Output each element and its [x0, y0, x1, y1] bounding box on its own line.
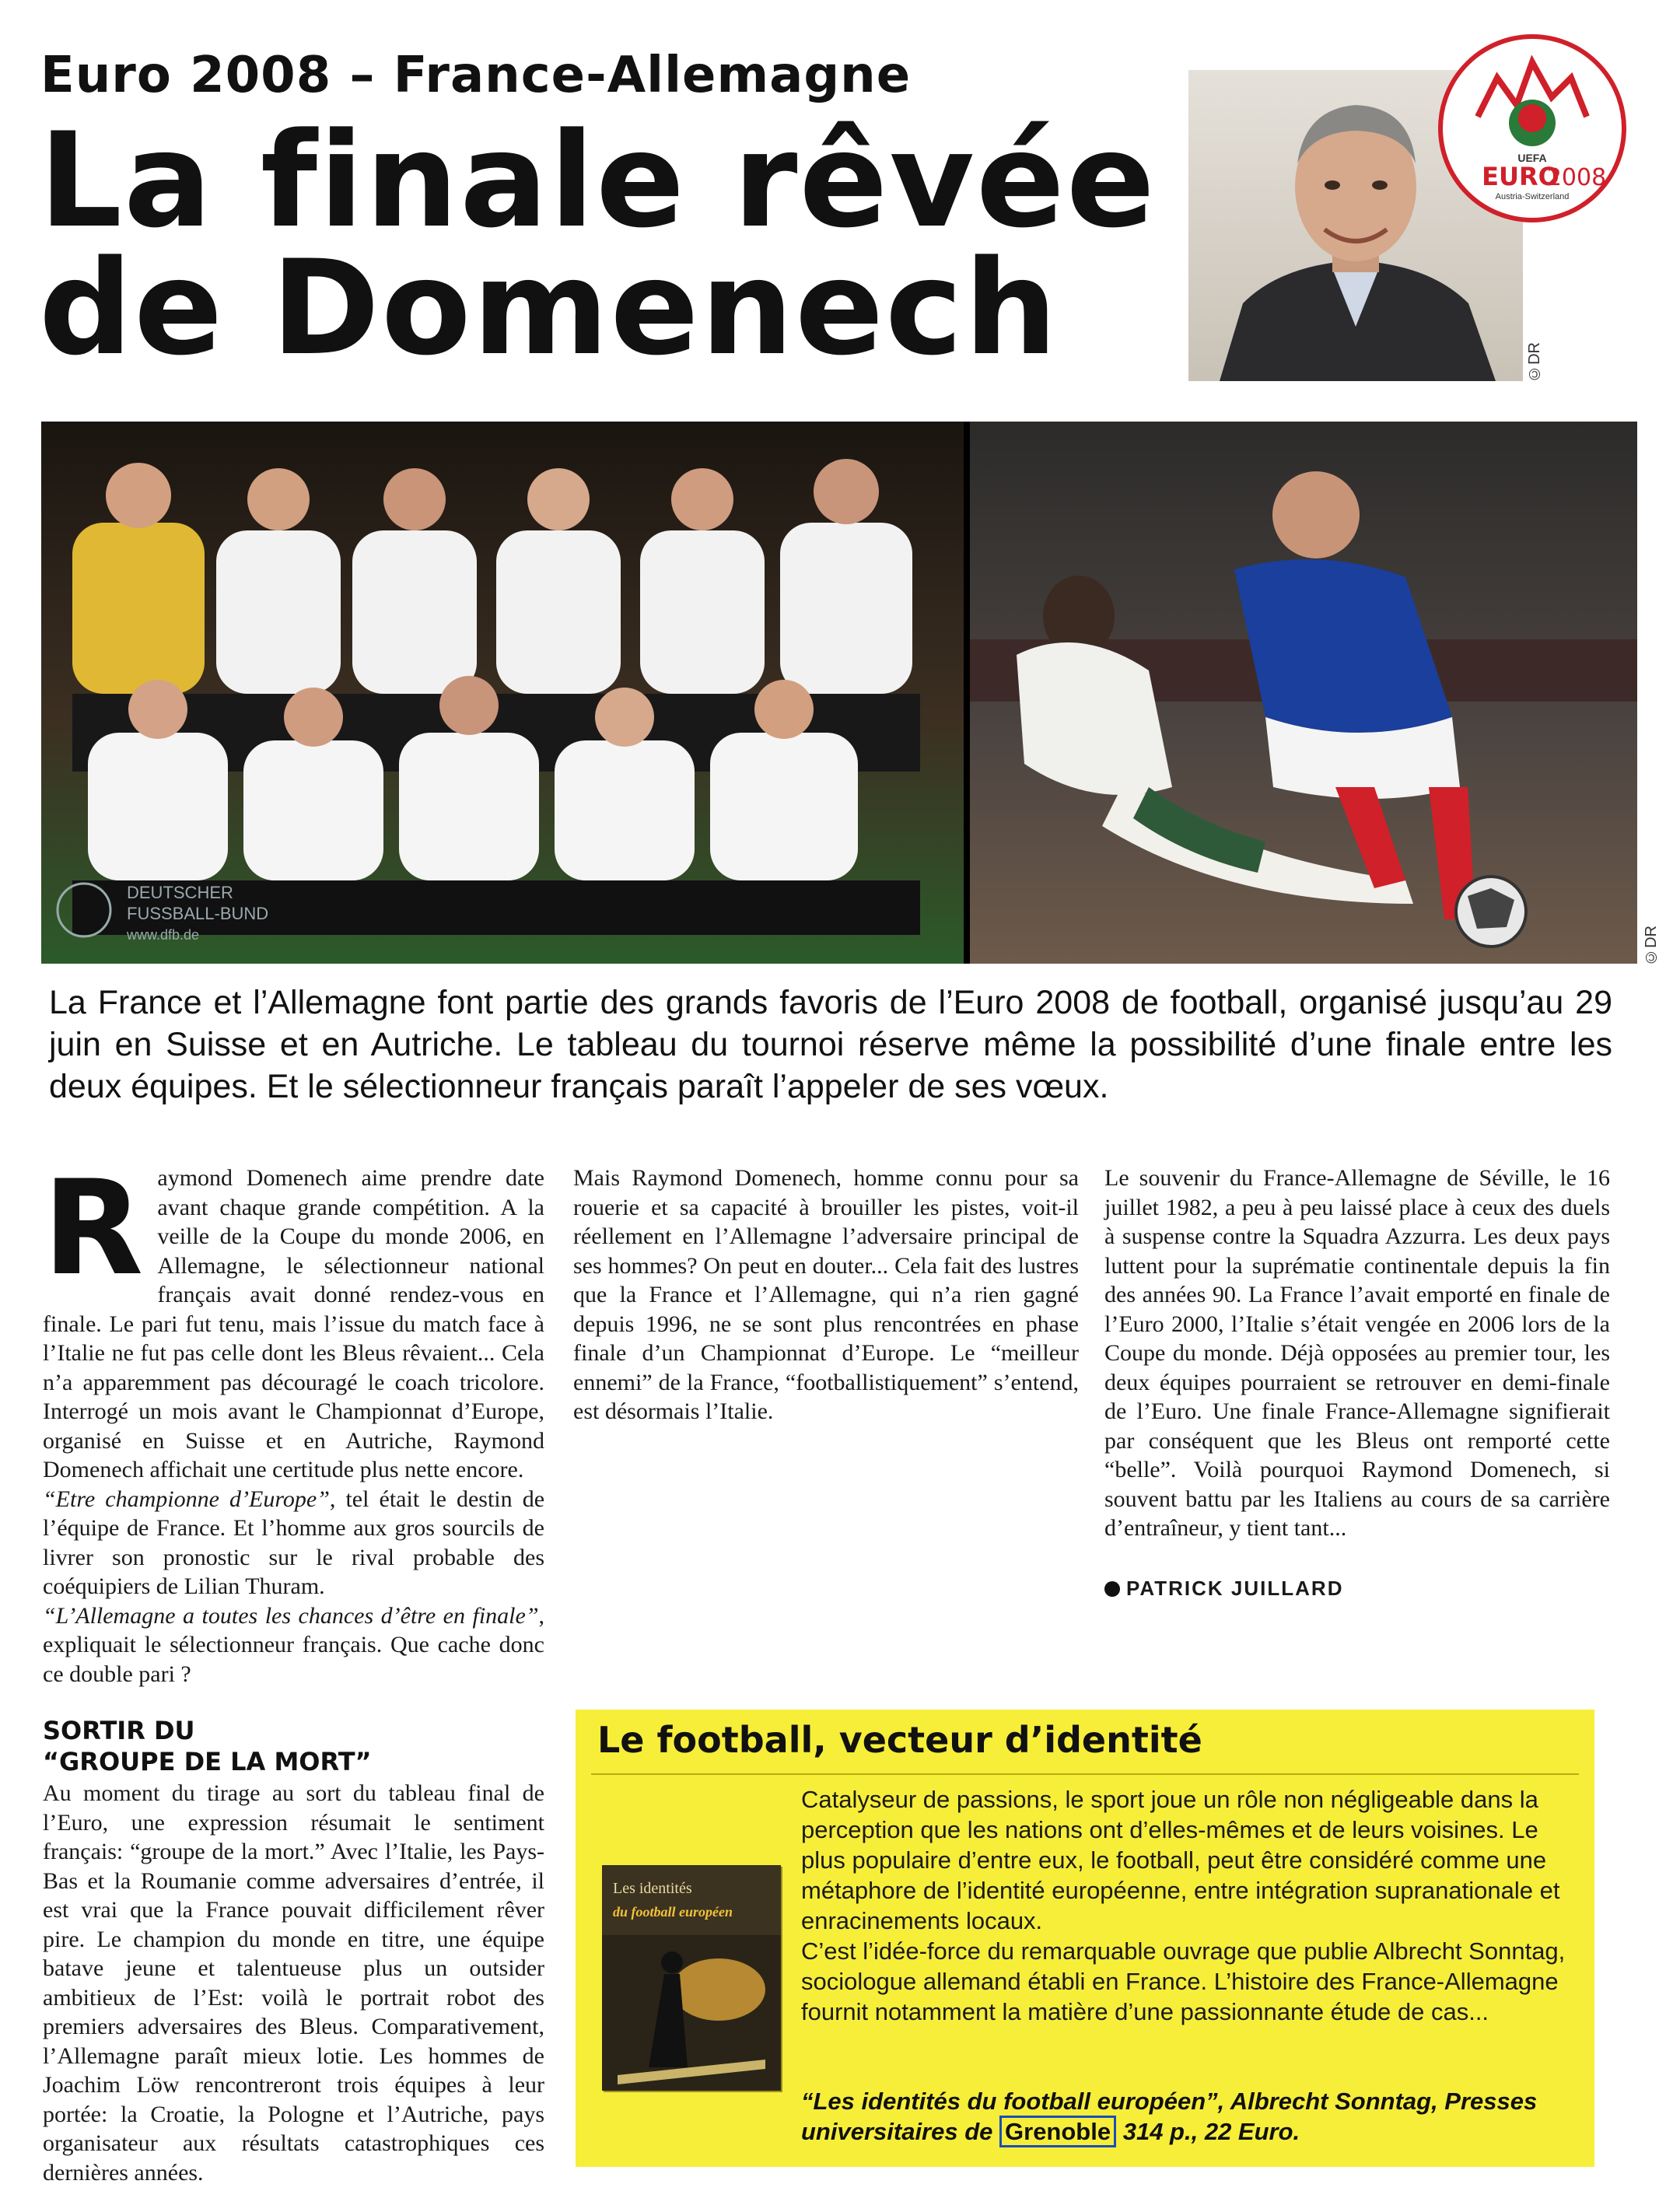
lead-paragraph: La France et l’Allemagne font partie des grands favoris de l’Euro 2008 de football, organisé jusqu’au 29 juin en Suisse et en Autriche. Le tableau du tournoi réserve même la possibilité d’une finale entre les deux équipes. Et le sélectionneur français paraît l’appeler de ses vœux. [49, 984, 1612, 1105]
article-p1: aymond Domenech aime prendre date avant chaque grande compétition. A la veille de la Coupe du monde 2006, en Allemagne, le sélectionneur national français avait donné rendez-vous en finale. Le pari fut tenu, mais l’issue du match face à l’Italie ne fut pas celle dont les Bleus rêvaient... Cela n’a apparemment pas découragé le coach tricolore. Interrogé un mois avant le Championnat d’Europe, organisé en Suisse et en Autriche, Raymond Domenech affichait une certitude plus nette encore. [43, 1165, 544, 1482]
box-p2: C’est l’idée-force du remarquable ouvrage que publie Albrecht Sonntag, sociologue allemand établi en France. L’histoire des France-Allemagne fournit notamment la matière d’une passionnante étude de cas... [801, 1937, 1566, 2025]
article-column-1 [43, 1152, 545, 2190]
book-title-line1: Les identités [613, 1880, 692, 1897]
article-column-2 [573, 1164, 1079, 1708]
article-p6: Le souvenir du France-Allemagne de Séville, le 16 juillet 1982, a peu à peu laissé place à ceux des duels à suspense contre la Squadra Azzurra. Les deux pays luttent pour la suprématie continentale depuis la fin des années 90. La France l’avait emporté en finale de l’Euro 2000, l’Italie s’était vengée en 2006 lors de la Coupe du monde. Déjà opposées au premier tour, les deux équipes pourraient se retrouver en demi-finale de l’Euro. Une finale France-Allemagne signifierait par conséquent que les Bleus ont remporté cette “belle”. Voilà pourquoi Raymond Domenech, si souvent battu par les Italiens au cours de sa carrière d’entraîneur, y tient tant... [1104, 1165, 1610, 1541]
badge-brand: UEFA [1517, 152, 1547, 164]
dfb-watermark-line2: FUSSBALL-BUND [127, 904, 269, 923]
book-title-line2: du football européen [613, 1904, 733, 1920]
article-column-3 [1104, 1164, 1610, 1708]
byline-author: PATRICK JUILLARD [1126, 1576, 1344, 1600]
badge-name: EURO [1482, 162, 1559, 191]
subhead-line-1: SORTIR DU [43, 1716, 195, 1745]
photo-band [41, 422, 1637, 964]
book-cover [602, 1865, 781, 2091]
article-p5: Mais Raymond Domenech, homme connu pour sa rouerie et sa capacité à brouiller les pistes, voit-il réellement en l’Allemagne l’adversaire principal de ses hommes? On peut en douter... Cela fait des lustres que la France et l’Allemagne, qui n’a rien gagné depuis 1996, ne se sont plus rencontrées en phase finale d’un Championnat d’Europe. Le “meilleur ennemi” de la France, “footballistiquement” s’entend, est désormais l’Italie. [573, 1165, 1079, 1424]
quote-championne: “Etre championne d’Europe” [43, 1486, 330, 1512]
photos-credit: ©DR [1643, 926, 1660, 965]
article-p4: Au moment du tirage au sort du tableau final de l’Euro, une expression résumait le sentiment français: “groupe de la mort.” Avec l’Italie, les Pays-Bas et la Roumanie comme adversaires d’entrée, il est vrai que la France pouvait difficilement rêver pire. Le champion du monde en titre, une équipe batave jeune et talentueuse plus un outsider ambitieux de l’Est: voilà le portrait robot des premiers adversaires des Bleus. Comparativement, l’Allemagne paraît mieux lotie. Les hommes de Joachim Löw rencontreront trois équipes à leur portée: la Croatie, la Pologne et l’Autriche, pays organisateur aux résultats catastrophiques ces dernières années. [43, 1780, 544, 2186]
article-p2-wrap [43, 1485, 544, 1601]
article-p2: , tel était le destin de l’équipe de France. Et l’homme aux gros sourcils de livrer son pronostic sur le rival probable des coéquipiers de Lilian Thuram. [43, 1486, 545, 1599]
headline-line-2: de Domenech [39, 232, 1059, 384]
dfb-watermark-line1: DEUTSCHER [127, 883, 233, 902]
article-p3-wrap [43, 1601, 544, 1689]
subhead [43, 1715, 544, 1777]
headline [39, 104, 1157, 384]
box-title: Le football, vecteur d’identité [597, 1719, 1202, 1761]
subhead-line-2: “GROUPE DE LA MORT” [43, 1747, 372, 1776]
headline-line-1: La finale rêvée [39, 104, 1157, 257]
byline [1104, 1574, 1610, 1604]
badge-host: Austria-Switzerland [1495, 192, 1570, 201]
box-text [801, 1784, 1579, 2027]
match-action-photo [970, 422, 1637, 964]
kicker: Euro 2008 – France-Allemagne [40, 47, 912, 104]
german-team-photo [41, 422, 964, 964]
badge-year: 2008 [1546, 164, 1607, 191]
article-p3: , expliquait le sélectionneur français. Que cache donc ce double pari ? [43, 1602, 544, 1687]
box-divider [591, 1773, 1579, 1775]
dfb-watermark-url: www.dfb.de [127, 927, 200, 943]
box-p1: Catalyseur de passions, le sport joue un rôle non négligeable dans la perception que les nations ont d’elles-mêmes et de leurs voisines. Le plus populaire d’entre eux, le football, peut être considéré comme une métaphore de l’identité européenne, entre intégration supranationale et enracinements locaux. [801, 1786, 1560, 1934]
sidebar-box [576, 1710, 1594, 2167]
quote-allemagne: “L’Allemagne a toutes les chances d’être en finale” [43, 1602, 539, 1629]
book-ref-part2: 314 p., 22 Euro. [1116, 2118, 1300, 2145]
book-ref-part1: “Les identités du football européen”, Albrecht Sonntag, Presses universitaires de [801, 2088, 1538, 2145]
drop-cap: R [43, 1152, 144, 1304]
book-ref-highlight: Grenoble [999, 2116, 1116, 2147]
euro-2008-logo [1435, 31, 1629, 226]
book-reference [801, 2086, 1587, 2147]
byline-bullet-icon [1104, 1581, 1120, 1597]
portrait-credit: ©DR [1526, 342, 1543, 382]
